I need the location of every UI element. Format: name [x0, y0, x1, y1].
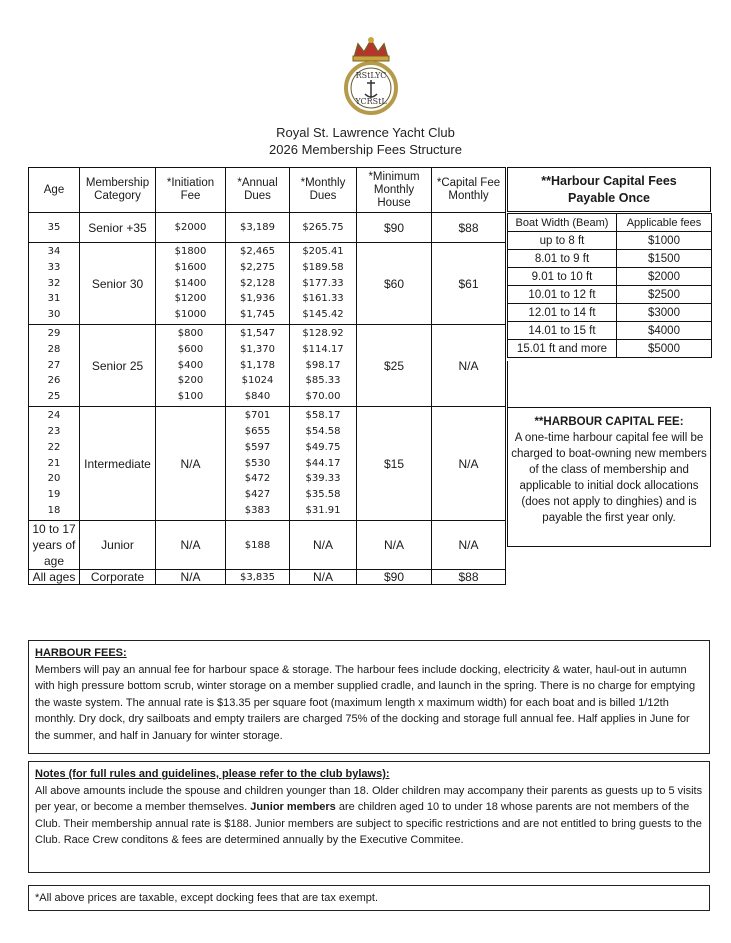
col-annual-dues: *Annual Dues [226, 168, 290, 213]
col-boat-width: Boat Width (Beam) [508, 214, 617, 232]
category-cell: Corporate [80, 570, 156, 585]
capital-cell: $88 [432, 213, 506, 243]
club-crest-logo [340, 36, 402, 120]
monthly-cell: $58.17 $54.58 $49.75 $44.17 $39.33 $35.58 $31.91 [290, 407, 357, 521]
category-cell: Senior 30 [80, 243, 156, 325]
table-row: 10.01 to 12 ft $2500 [508, 286, 712, 304]
table-row: 9.01 to 10 ft $2000 [508, 268, 712, 286]
club-name: Royal St. Lawrence Yacht Club [276, 125, 455, 140]
min-house-cell: $90 [357, 570, 432, 585]
harbour-fees-section [28, 640, 710, 754]
notes-section [28, 761, 710, 873]
harbour-capital-fees-heading: **Harbour Capital Fees Payable Once [507, 167, 711, 212]
category-cell: Intermediate [80, 407, 156, 521]
svg-text:YCRStL: YCRStL [355, 97, 387, 106]
initiation-cell: $1800 $1600 $1400 $1200 $1000 [156, 243, 226, 325]
age-cell: 10 to 17 years of age [29, 521, 80, 570]
col-minimum-monthly-house: *Minimum Monthly House [357, 168, 432, 213]
age-cell: 24 23 22 21 20 19 18 [29, 407, 80, 521]
min-house-cell: $25 [357, 325, 432, 407]
table-row: 15.01 ft and more $5000 [508, 340, 712, 358]
min-house-cell: $15 [357, 407, 432, 521]
annual-cell: $701 $655 $597 $530 $472 $427 $383 [226, 407, 290, 521]
annual-cell: $3,189 [226, 213, 290, 243]
initiation-cell: $800 $600 $400 $200 $100 [156, 325, 226, 407]
age-cell: 29 28 27 26 25 [29, 325, 80, 407]
annual-cell: $188 [226, 521, 290, 570]
table-row-senior-30 [29, 243, 506, 325]
annual-cell: $2,465 $2,275 $2,128 $1,936 $1,745 [226, 243, 290, 325]
table-row-corporate [29, 570, 506, 585]
capital-cell: $88 [432, 570, 506, 585]
age-cell: 34 33 32 31 30 [29, 243, 80, 325]
table-row: up to 8 ft $1000 [508, 232, 712, 250]
section-heading: Notes (for full rules and guidelines, please refer to the club bylaws): [35, 768, 390, 780]
col-applicable-fees: Applicable fees [617, 214, 712, 232]
table-row: 14.01 to 15 ft $4000 [508, 322, 712, 340]
note-heading: **HARBOUR CAPITAL FEE: [534, 416, 684, 428]
membership-fees-table [28, 167, 506, 585]
initiation-cell: N/A [156, 570, 226, 585]
harbour-capital-fees-table [507, 213, 712, 358]
initiation-cell: N/A [156, 407, 226, 521]
annual-cell: $3,835 [226, 570, 290, 585]
divider [507, 361, 508, 407]
monthly-cell: $128.92 $114.17 $98.17 $85.33 $70.00 [290, 325, 357, 407]
table-row-senior-25 [29, 325, 506, 407]
col-capital-fee-monthly: *Capital Fee Monthly [432, 168, 506, 213]
category-cell: Senior 25 [80, 325, 156, 407]
document-title: 2026 Membership Fees Structure [269, 142, 462, 157]
capital-cell: N/A [432, 407, 506, 521]
capital-cell: N/A [432, 325, 506, 407]
page-title [0, 124, 731, 158]
capital-cell: N/A [432, 521, 506, 570]
age-cell: 35 [29, 213, 80, 243]
initiation-cell: $2000 [156, 213, 226, 243]
table-row-senior-35 [29, 213, 506, 243]
table-row: 12.01 to 14 ft $3000 [508, 304, 712, 322]
min-house-cell: $90 [357, 213, 432, 243]
table-row-intermediate [29, 407, 506, 521]
table-header-row [29, 168, 506, 213]
harbour-capital-fee-note [507, 407, 711, 547]
table-header-row [508, 214, 712, 232]
monthly-cell: N/A [290, 570, 357, 585]
category-cell: Senior +35 [80, 213, 156, 243]
col-initiation-fee: *Initiation Fee [156, 168, 226, 213]
table-row: 8.01 to 9 ft $1500 [508, 250, 712, 268]
table-row-junior [29, 521, 506, 570]
min-house-cell: $60 [357, 243, 432, 325]
junior-members-emphasis: Junior members [250, 801, 336, 814]
initiation-cell: N/A [156, 521, 226, 570]
min-house-cell: N/A [357, 521, 432, 570]
monthly-cell: N/A [290, 521, 357, 570]
section-text: Members will pay an annual fee for harbour space & storage. The harbour fees include docking, electricity & water, haul-out in autumn with high pressure bottom scrub, winter storage on a member supplied cradle, and launch in the spring. There is no charge for emptying the waste system. The annual rate is $13.35 per square foot (maximum length x maximum width) for each boat and is billed 1/12th monthly. Dry dock, dry sailboats and empty trailers are charged 75% of the docking and storage full annual fee. Half applies in June for the summer, and half in January for winter storage. [35, 663, 696, 742]
category-cell: Junior [80, 521, 156, 570]
col-membership-category: Membership Category [80, 168, 156, 213]
col-monthly-dues: *Monthly Dues [290, 168, 357, 213]
tax-footnote: *All above prices are taxable, except docking fees that are tax exempt. [28, 885, 710, 911]
section-text: All above amounts include the spouse and children younger than 18. Older children may accompany their parents as guests up to 5 visits per year, or become a member themselves. Junior members are children aged 10 to under 18 whose parents are not members of the Club. Their membership annual rate is $188. Junior members are subject to specific restrictions and are not entitled to bring guests to the Club. Race Crew conditons & fees are determined annually by the Executive Commitee. [35, 784, 703, 847]
annual-cell: $1,547 $1,370 $1,178 $1024 $840 [226, 325, 290, 407]
monthly-cell: $205.41 $189.58 $177.33 $161.33 $145.42 [290, 243, 357, 325]
monthly-cell: $265.75 [290, 213, 357, 243]
age-cell: All ages [29, 570, 80, 585]
col-age: Age [29, 168, 80, 213]
capital-cell: $61 [432, 243, 506, 325]
section-heading: HARBOUR FEES: [35, 647, 127, 659]
note-text: A one-time harbour capital fee will be charged to boat-owning new members of the class of membership and applicable to initial dock allocations (does not apply to dinghies) and is payable the first year only. [511, 432, 707, 524]
svg-text:RStLYC: RStLYC [355, 71, 387, 80]
